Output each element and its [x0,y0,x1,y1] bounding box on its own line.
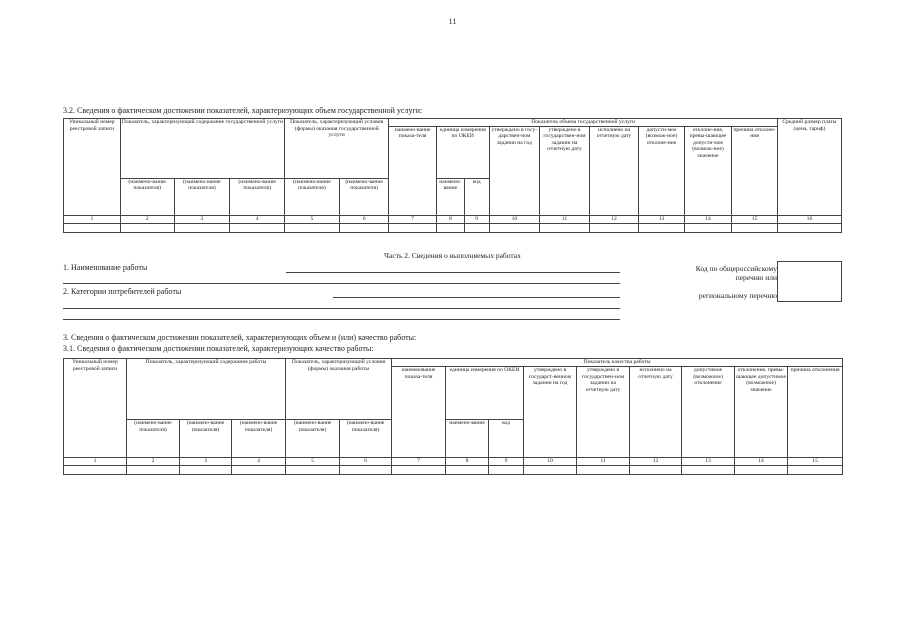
table-row [64,466,843,475]
code-label: региональному перечню [698,291,777,300]
column-number: 5 [286,458,340,466]
header-executed: исполнено на отчетную дату [589,126,639,215]
header-deviation: отклоне-ние, превы-шающее допусти-мое (возмож-ное) значение [684,126,732,215]
column-number: 6 [339,215,389,223]
column-number: 7 [389,215,437,223]
column-number: 1 [64,458,127,466]
table-row [64,223,842,232]
consumers-line[interactable] [333,297,620,298]
header-allowed: допусти-мое (возмож-ное) отклоне-ние [639,126,684,215]
column-number: 2 [120,215,174,223]
header-condition: Показатель, характеризующий условия (формы) оказания государственной услуги [285,119,389,179]
column-number: 13 [639,215,684,223]
header-unit-code: код [464,178,489,215]
sub-header: (наимено-вание показателя) [232,420,286,458]
column-number: 7 [392,458,446,466]
header-name: наименование показа-теля [392,367,446,458]
part2-title: Часть 2. Сведения о выполняемых работах [384,251,521,260]
header-approved-year: утверждено в государст-венном задании на год [524,367,577,458]
sub-header: (наимено-вание показателя) [120,178,174,215]
code-label: перечню или [735,273,777,282]
header-content: Показатель, характеризующий содержание государственной услуги [120,119,284,179]
column-number: 8 [436,215,464,223]
column-number: 15 [732,215,778,223]
code-label: Код по общероссийскому [695,264,777,273]
column-number: 9 [489,458,524,466]
header-name: наимено-вание показа-теля [389,126,437,215]
header-condition: Показатель, характеризующий условия (формы) оказания работы [286,359,392,420]
column-number: 10 [524,458,577,466]
header-executed: исполнено на отчетную дату [630,367,682,458]
column-number-row [64,458,843,466]
header-unique: Уникальный номер реестровой записи [64,119,121,216]
column-number: 14 [735,458,788,466]
column-number: 11 [540,215,590,223]
sub-header: (наимено-вание показателя) [340,420,392,458]
column-number: 12 [589,215,639,223]
header-avg-fee: Средний размер платы (цена, тариф) [777,119,841,216]
page-number: 11 [448,17,457,26]
column-number: 3 [174,215,230,223]
sub-header: (наимено-вание показателя) [286,420,340,458]
column-number: 10 [489,215,540,223]
consumers-label: 2. Категории потребителей работы [63,287,182,296]
header-approved-date: утверждено в государствен-ном задании на отчетную дату [540,126,590,215]
column-number: 8 [446,458,489,466]
work-name-line[interactable] [286,272,620,273]
header-reason: причина отклонения [788,367,843,458]
column-number: 16 [777,215,841,223]
section-31-caption: 3.1. Сведения о фактическом достижении показателей, характеризующих качество работы: [63,344,374,353]
header-approved-year: утверждено в госу-дарствен-ном задании на год [489,126,540,215]
quality-table [63,358,843,475]
column-number: 4 [230,215,285,223]
work-name-line[interactable] [63,283,620,284]
consumers-line[interactable] [63,319,620,320]
column-number: 12 [630,458,682,466]
sub-header: (наимено-вание показателя) [285,178,340,215]
header-volume: Показатель объема государственной услуги [389,119,778,127]
column-number: 13 [682,458,735,466]
section-3-caption: 3. Сведения о фактическом достижении показателей, характеризующих объем и (или) качество работы: [63,333,417,342]
section-32-caption: 3.2. Сведения о фактическом достижении показателей, характеризующих объем государственной услуги: [63,106,423,115]
column-number: 5 [285,215,340,223]
code-input-box[interactable] [777,261,842,302]
header-unit-code: код [489,420,524,458]
header-unit-name: наимено-вание [436,178,464,215]
header-reason: причина отклоне-ния [732,126,778,215]
column-number-row [64,215,842,223]
column-number: 4 [232,458,286,466]
header-unit: единица измерения по ОКЕИ [446,367,524,420]
work-name-label: 1. Наименование работы [63,263,148,272]
column-number: 14 [684,215,732,223]
header-content: Показатель, характеризующий содержание работы [127,359,286,420]
header-quality: Показатель качества работы [392,359,843,367]
sub-header: (наимено-вание показателя) [127,420,180,458]
consumers-line[interactable] [63,308,620,309]
column-number: 11 [577,458,630,466]
column-number: 1 [64,215,121,223]
sub-header: (наимено-вание показателя) [174,178,230,215]
volume-table [63,118,842,233]
header-deviation: отклонение, превы-шающее допустимое (возможное) значение [735,367,788,458]
column-number: 6 [340,458,392,466]
sub-header: (наимено-вание показателя) [230,178,285,215]
header-unique: Уникальный номер реестровой записи [64,359,127,458]
header-unit-name: наимено-вание [446,420,489,458]
header-unit: единица измерения по ОКЕИ [436,126,489,178]
header-approved-date: утверждено в государствен-ном задании на отчетную дату [577,367,630,458]
column-number: 9 [464,215,489,223]
header-allowed: допустимое (возможное) отклонение [682,367,735,458]
column-number: 2 [127,458,180,466]
column-number: 15 [788,458,843,466]
sub-header: (наимено-вание показателя) [180,420,232,458]
column-number: 3 [180,458,232,466]
sub-header: (наимено-вание показателя) [339,178,389,215]
